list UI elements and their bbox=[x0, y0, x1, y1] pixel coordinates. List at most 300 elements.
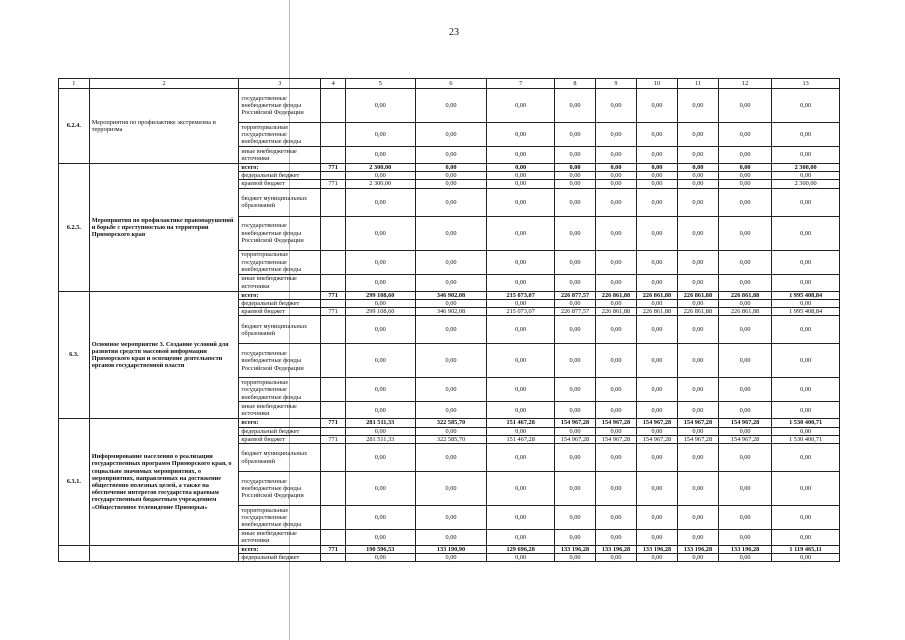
value-cell: 0,00 bbox=[555, 506, 596, 530]
item-code-cell: 6.2.5. bbox=[59, 164, 90, 292]
funding-source-cell: всего: bbox=[239, 419, 321, 427]
value-cell: 0,00 bbox=[415, 180, 487, 188]
value-cell: 0,00 bbox=[772, 444, 840, 472]
value-cell: 0,00 bbox=[636, 427, 677, 435]
value-cell: 0,00 bbox=[636, 402, 677, 419]
value-cell: 0,00 bbox=[772, 472, 840, 506]
value-cell: 0,00 bbox=[718, 316, 771, 344]
column-header: 7 bbox=[487, 79, 555, 89]
value-cell: 226 861,88 bbox=[595, 308, 636, 316]
value-cell: 0,00 bbox=[636, 530, 677, 545]
value-cell: 0,00 bbox=[345, 188, 415, 216]
funding-source-cell: иные внебюджетные источники bbox=[239, 530, 321, 545]
item-name-cell: Мероприятия по профилактике экстремизма и терроризма bbox=[89, 89, 239, 164]
funding-source-cell: территориальные государственные внебюджетные фонды bbox=[239, 506, 321, 530]
value-cell: 0,00 bbox=[772, 402, 840, 419]
value-cell: 0,00 bbox=[718, 402, 771, 419]
value-cell: 0,00 bbox=[677, 402, 718, 419]
column-header: 13 bbox=[772, 79, 840, 89]
value-cell: 0,00 bbox=[487, 530, 555, 545]
value-cell: 0,00 bbox=[487, 274, 555, 291]
value-cell: 133 196,28 bbox=[677, 545, 718, 553]
value-cell: 0,00 bbox=[636, 172, 677, 180]
value-cell: 0,00 bbox=[677, 444, 718, 472]
value-cell: 0,00 bbox=[677, 274, 718, 291]
value-cell: 0,00 bbox=[595, 402, 636, 419]
item-name-cell: Информирование населения о реализации государственных программ Приморского края, о социально значимых мероприятиях, о мероприятиях, направленных на достижение общественно полезных целей, а также на обеспечение интересов государства краевым государственным бюджетным учреждением «Общественное телевидение Приморья» bbox=[89, 419, 239, 545]
value-cell: 0,00 bbox=[595, 506, 636, 530]
value-cell: 0,00 bbox=[772, 506, 840, 530]
value-cell: 0,00 bbox=[677, 299, 718, 307]
value-cell: 0,00 bbox=[677, 506, 718, 530]
budget-code-cell bbox=[321, 299, 346, 307]
budget-code-cell bbox=[321, 172, 346, 180]
value-cell: 0,00 bbox=[677, 553, 718, 561]
value-cell: 0,00 bbox=[345, 402, 415, 419]
value-cell: 0,00 bbox=[345, 299, 415, 307]
value-cell: 1 995 408,84 bbox=[772, 291, 840, 299]
value-cell: 0,00 bbox=[345, 147, 415, 164]
value-cell: 0,00 bbox=[415, 378, 487, 402]
value-cell: 0,00 bbox=[718, 250, 771, 274]
value-cell: 0,00 bbox=[487, 123, 555, 147]
value-cell: 0,00 bbox=[636, 378, 677, 402]
funding-source-cell: государственные внебюджетные фонды Российской Федерации bbox=[239, 89, 321, 123]
value-cell: 0,00 bbox=[718, 180, 771, 188]
value-cell: 0,00 bbox=[555, 147, 596, 164]
value-cell: 2 300,00 bbox=[345, 180, 415, 188]
value-cell: 0,00 bbox=[636, 274, 677, 291]
value-cell: 0,00 bbox=[677, 180, 718, 188]
value-cell: 0,00 bbox=[555, 402, 596, 419]
value-cell: 0,00 bbox=[677, 427, 718, 435]
budget-code-cell bbox=[321, 444, 346, 472]
column-header: 2 bbox=[89, 79, 239, 89]
funding-source-cell: всего: bbox=[239, 164, 321, 172]
value-cell: 0,00 bbox=[595, 188, 636, 216]
value-cell: 226 861,88 bbox=[636, 291, 677, 299]
funding-source-cell: краевой бюджет bbox=[239, 180, 321, 188]
value-cell: 154 967,28 bbox=[677, 419, 718, 427]
value-cell: 0,00 bbox=[415, 123, 487, 147]
value-cell: 2 300,00 bbox=[345, 164, 415, 172]
value-cell: 0,00 bbox=[677, 472, 718, 506]
value-cell: 0,00 bbox=[595, 250, 636, 274]
value-cell: 1 530 400,71 bbox=[772, 435, 840, 443]
value-cell: 0,00 bbox=[415, 299, 487, 307]
budget-code-cell bbox=[321, 344, 346, 378]
value-cell: 0,00 bbox=[595, 444, 636, 472]
value-cell: 0,00 bbox=[677, 89, 718, 123]
value-cell: 226 877,57 bbox=[555, 291, 596, 299]
funding-source-cell: территориальные государственные внебюджетные фонды bbox=[239, 378, 321, 402]
value-cell: 0,00 bbox=[345, 89, 415, 123]
budget-code-cell: 771 bbox=[321, 164, 346, 172]
funding-source-cell: территориальные государственные внебюджетные фонды bbox=[239, 123, 321, 147]
value-cell: 0,00 bbox=[345, 274, 415, 291]
value-cell: 0,00 bbox=[772, 188, 840, 216]
value-cell: 0,00 bbox=[555, 274, 596, 291]
value-cell: 2 300,00 bbox=[772, 180, 840, 188]
value-cell: 0,00 bbox=[487, 299, 555, 307]
value-cell: 0,00 bbox=[718, 164, 771, 172]
value-cell: 281 511,33 bbox=[345, 419, 415, 427]
value-cell: 0,00 bbox=[595, 427, 636, 435]
value-cell: 0,00 bbox=[487, 378, 555, 402]
value-cell: 0,00 bbox=[415, 427, 487, 435]
value-cell: 322 585,70 bbox=[415, 435, 487, 443]
value-cell: 0,00 bbox=[772, 216, 840, 250]
value-cell: 226 861,88 bbox=[595, 291, 636, 299]
budget-code-cell bbox=[321, 250, 346, 274]
value-cell: 0,00 bbox=[595, 180, 636, 188]
value-cell: 0,00 bbox=[636, 299, 677, 307]
value-cell: 0,00 bbox=[595, 378, 636, 402]
column-header: 11 bbox=[677, 79, 718, 89]
value-cell: 0,00 bbox=[595, 472, 636, 506]
funding-source-cell: бюджет муниципальных образований bbox=[239, 188, 321, 216]
value-cell: 0,00 bbox=[677, 378, 718, 402]
value-cell: 0,00 bbox=[345, 427, 415, 435]
funding-source-cell: краевой бюджет bbox=[239, 435, 321, 443]
value-cell: 154 967,28 bbox=[555, 419, 596, 427]
budget-table bbox=[58, 78, 840, 562]
value-cell: 299 108,60 bbox=[345, 291, 415, 299]
value-cell: 0,00 bbox=[487, 180, 555, 188]
value-cell: 0,00 bbox=[555, 530, 596, 545]
value-cell: 0,00 bbox=[487, 444, 555, 472]
table-row bbox=[59, 419, 840, 427]
value-cell: 0,00 bbox=[772, 316, 840, 344]
value-cell: 0,00 bbox=[487, 250, 555, 274]
value-cell: 0,00 bbox=[772, 274, 840, 291]
budget-code-cell: 771 bbox=[321, 419, 346, 427]
value-cell: 0,00 bbox=[555, 427, 596, 435]
value-cell: 0,00 bbox=[345, 344, 415, 378]
value-cell: 0,00 bbox=[595, 123, 636, 147]
value-cell: 0,00 bbox=[595, 530, 636, 545]
value-cell: 133 196,28 bbox=[636, 545, 677, 553]
funding-source-cell: иные внебюджетные источники bbox=[239, 402, 321, 419]
funding-source-cell: краевой бюджет bbox=[239, 308, 321, 316]
value-cell: 133 196,28 bbox=[595, 545, 636, 553]
value-cell: 0,00 bbox=[415, 472, 487, 506]
value-cell: 0,00 bbox=[415, 506, 487, 530]
item-code-cell: 6.3.1. bbox=[59, 419, 90, 545]
value-cell: 0,00 bbox=[636, 472, 677, 506]
value-cell: 0,00 bbox=[636, 344, 677, 378]
value-cell: 0,00 bbox=[345, 216, 415, 250]
value-cell: 0,00 bbox=[595, 274, 636, 291]
value-cell: 0,00 bbox=[555, 180, 596, 188]
value-cell: 1 119 465,11 bbox=[772, 545, 840, 553]
budget-code-cell bbox=[321, 147, 346, 164]
table-row bbox=[59, 89, 840, 123]
value-cell: 0,00 bbox=[595, 172, 636, 180]
value-cell: 0,00 bbox=[487, 472, 555, 506]
value-cell: 0,00 bbox=[487, 89, 555, 123]
value-cell: 0,00 bbox=[345, 378, 415, 402]
value-cell: 0,00 bbox=[415, 444, 487, 472]
value-cell: 0,00 bbox=[415, 530, 487, 545]
value-cell: 0,00 bbox=[487, 216, 555, 250]
value-cell: 346 902,08 bbox=[415, 291, 487, 299]
funding-source-cell: всего: bbox=[239, 291, 321, 299]
funding-source-cell: государственные внебюджетные фонды Российской Федерации bbox=[239, 472, 321, 506]
value-cell: 0,00 bbox=[555, 344, 596, 378]
value-cell: 0,00 bbox=[718, 553, 771, 561]
value-cell: 0,00 bbox=[345, 250, 415, 274]
value-cell: 215 073,07 bbox=[487, 291, 555, 299]
value-cell: 0,00 bbox=[487, 164, 555, 172]
value-cell: 0,00 bbox=[487, 402, 555, 419]
value-cell: 0,00 bbox=[595, 553, 636, 561]
budget-code-cell bbox=[321, 427, 346, 435]
value-cell: 0,00 bbox=[636, 216, 677, 250]
value-cell: 0,00 bbox=[487, 427, 555, 435]
value-cell: 0,00 bbox=[718, 444, 771, 472]
page-number: 23 bbox=[449, 27, 459, 38]
budget-code-cell bbox=[321, 530, 346, 545]
table-row bbox=[59, 545, 840, 553]
value-cell: 0,00 bbox=[345, 472, 415, 506]
value-cell: 154 967,28 bbox=[636, 435, 677, 443]
value-cell: 0,00 bbox=[487, 147, 555, 164]
value-cell: 0,00 bbox=[636, 89, 677, 123]
value-cell: 0,00 bbox=[772, 123, 840, 147]
funding-source-cell: государственные внебюджетные фонды Российской Федерации bbox=[239, 216, 321, 250]
value-cell: 151 467,28 bbox=[487, 419, 555, 427]
value-cell: 0,00 bbox=[415, 553, 487, 561]
value-cell: 0,00 bbox=[555, 172, 596, 180]
value-cell: 0,00 bbox=[345, 172, 415, 180]
value-cell: 0,00 bbox=[415, 89, 487, 123]
value-cell: 0,00 bbox=[415, 147, 487, 164]
item-code-cell bbox=[59, 545, 90, 561]
value-cell: 0,00 bbox=[677, 123, 718, 147]
value-cell: 0,00 bbox=[415, 274, 487, 291]
value-cell: 0,00 bbox=[772, 378, 840, 402]
table-header-row bbox=[59, 79, 840, 89]
column-header: 4 bbox=[321, 79, 346, 89]
value-cell: 0,00 bbox=[555, 89, 596, 123]
value-cell: 0,00 bbox=[772, 250, 840, 274]
value-cell: 0,00 bbox=[345, 553, 415, 561]
budget-code-cell: 771 bbox=[321, 545, 346, 553]
funding-source-cell: федеральный бюджет bbox=[239, 553, 321, 561]
value-cell: 322 585,70 bbox=[415, 419, 487, 427]
value-cell: 0,00 bbox=[345, 123, 415, 147]
funding-source-cell: федеральный бюджет bbox=[239, 427, 321, 435]
table-row bbox=[59, 291, 840, 299]
item-name-cell: Основное мероприятие 3. Создание условий для развития средств массовой информации Приморского края и освещение деятельности органов государственной власти bbox=[89, 291, 239, 419]
value-cell: 226 877,57 bbox=[555, 308, 596, 316]
value-cell: 0,00 bbox=[772, 172, 840, 180]
value-cell: 0,00 bbox=[677, 530, 718, 545]
funding-source-cell: бюджет муниципальных образований bbox=[239, 444, 321, 472]
funding-source-cell: иные внебюджетные источники bbox=[239, 147, 321, 164]
column-header: 3 bbox=[239, 79, 321, 89]
value-cell: 0,00 bbox=[636, 147, 677, 164]
value-cell: 0,00 bbox=[718, 89, 771, 123]
value-cell: 0,00 bbox=[677, 147, 718, 164]
value-cell: 0,00 bbox=[555, 472, 596, 506]
value-cell: 0,00 bbox=[677, 164, 718, 172]
value-cell: 0,00 bbox=[636, 250, 677, 274]
value-cell: 133 190,90 bbox=[415, 545, 487, 553]
value-cell: 133 196,28 bbox=[555, 545, 596, 553]
value-cell: 0,00 bbox=[345, 530, 415, 545]
budget-code-cell bbox=[321, 123, 346, 147]
budget-code-cell bbox=[321, 553, 346, 561]
value-cell: 0,00 bbox=[487, 316, 555, 344]
value-cell: 0,00 bbox=[772, 344, 840, 378]
value-cell: 346 902,08 bbox=[415, 308, 487, 316]
value-cell: 0,00 bbox=[677, 172, 718, 180]
value-cell: 0,00 bbox=[718, 216, 771, 250]
funding-source-cell: иные внебюджетные источники bbox=[239, 274, 321, 291]
value-cell: 226 861,88 bbox=[636, 308, 677, 316]
value-cell: 0,00 bbox=[718, 472, 771, 506]
value-cell: 0,00 bbox=[677, 316, 718, 344]
column-header: 9 bbox=[595, 79, 636, 89]
value-cell: 0,00 bbox=[772, 89, 840, 123]
value-cell: 0,00 bbox=[677, 344, 718, 378]
budget-code-cell bbox=[321, 378, 346, 402]
value-cell: 0,00 bbox=[595, 147, 636, 164]
budget-code-cell bbox=[321, 316, 346, 344]
value-cell: 0,00 bbox=[636, 444, 677, 472]
funding-source-cell: федеральный бюджет bbox=[239, 299, 321, 307]
value-cell: 0,00 bbox=[772, 530, 840, 545]
value-cell: 0,00 bbox=[772, 147, 840, 164]
value-cell: 0,00 bbox=[555, 378, 596, 402]
budget-code-cell bbox=[321, 472, 346, 506]
value-cell: 154 967,28 bbox=[677, 435, 718, 443]
value-cell: 0,00 bbox=[595, 89, 636, 123]
value-cell: 0,00 bbox=[718, 188, 771, 216]
value-cell: 0,00 bbox=[636, 506, 677, 530]
column-header: 5 bbox=[345, 79, 415, 89]
budget-code-cell bbox=[321, 89, 346, 123]
value-cell: 0,00 bbox=[718, 530, 771, 545]
value-cell: 190 596,53 bbox=[345, 545, 415, 553]
column-header: 10 bbox=[636, 79, 677, 89]
value-cell: 0,00 bbox=[718, 172, 771, 180]
value-cell: 0,00 bbox=[415, 172, 487, 180]
value-cell: 0,00 bbox=[555, 216, 596, 250]
funding-source-cell: федеральный бюджет bbox=[239, 172, 321, 180]
value-cell: 0,00 bbox=[718, 344, 771, 378]
column-header: 1 bbox=[59, 79, 90, 89]
budget-code-cell: 771 bbox=[321, 291, 346, 299]
value-cell: 0,00 bbox=[718, 123, 771, 147]
value-cell: 0,00 bbox=[555, 553, 596, 561]
budget-code-cell bbox=[321, 402, 346, 419]
value-cell: 0,00 bbox=[415, 188, 487, 216]
value-cell: 0,00 bbox=[555, 444, 596, 472]
value-cell: 0,00 bbox=[555, 316, 596, 344]
value-cell: 133 196,28 bbox=[718, 545, 771, 553]
value-cell: 0,00 bbox=[595, 344, 636, 378]
value-cell: 0,00 bbox=[718, 427, 771, 435]
item-code-cell: 6.2.4. bbox=[59, 89, 90, 164]
funding-source-cell: бюджет муниципальных образований bbox=[239, 316, 321, 344]
value-cell: 0,00 bbox=[677, 216, 718, 250]
value-cell: 0,00 bbox=[636, 188, 677, 216]
value-cell: 226 861,88 bbox=[718, 291, 771, 299]
value-cell: 0,00 bbox=[636, 123, 677, 147]
value-cell: 0,00 bbox=[487, 553, 555, 561]
item-name-cell bbox=[89, 545, 239, 561]
value-cell: 226 861,88 bbox=[677, 291, 718, 299]
value-cell: 215 073,07 bbox=[487, 308, 555, 316]
value-cell: 281 511,33 bbox=[345, 435, 415, 443]
value-cell: 1 530 400,71 bbox=[772, 419, 840, 427]
value-cell: 154 967,28 bbox=[595, 435, 636, 443]
value-cell: 0,00 bbox=[677, 250, 718, 274]
value-cell: 0,00 bbox=[555, 164, 596, 172]
value-cell: 0,00 bbox=[345, 506, 415, 530]
value-cell: 0,00 bbox=[772, 299, 840, 307]
value-cell: 0,00 bbox=[415, 402, 487, 419]
value-cell: 0,00 bbox=[772, 427, 840, 435]
item-code-cell: 6.3. bbox=[59, 291, 90, 419]
value-cell: 154 967,28 bbox=[555, 435, 596, 443]
value-cell: 0,00 bbox=[636, 553, 677, 561]
funding-source-cell: всего: bbox=[239, 545, 321, 553]
value-cell: 0,00 bbox=[415, 216, 487, 250]
column-header: 6 bbox=[415, 79, 487, 89]
value-cell: 0,00 bbox=[415, 344, 487, 378]
budget-code-cell: 771 bbox=[321, 435, 346, 443]
budget-code-cell bbox=[321, 274, 346, 291]
value-cell: 226 861,88 bbox=[677, 308, 718, 316]
value-cell: 0,00 bbox=[555, 123, 596, 147]
value-cell: 151 467,28 bbox=[487, 435, 555, 443]
value-cell: 0,00 bbox=[415, 164, 487, 172]
value-cell: 0,00 bbox=[415, 316, 487, 344]
value-cell: 154 967,28 bbox=[595, 419, 636, 427]
value-cell: 0,00 bbox=[718, 378, 771, 402]
value-cell: 0,00 bbox=[487, 172, 555, 180]
value-cell: 0,00 bbox=[595, 164, 636, 172]
value-cell: 0,00 bbox=[718, 147, 771, 164]
value-cell: 154 967,28 bbox=[718, 435, 771, 443]
value-cell: 154 967,28 bbox=[636, 419, 677, 427]
value-cell: 0,00 bbox=[772, 553, 840, 561]
value-cell: 0,00 bbox=[595, 216, 636, 250]
value-cell: 0,00 bbox=[595, 299, 636, 307]
value-cell: 0,00 bbox=[636, 164, 677, 172]
funding-source-cell: государственные внебюджетные фонды Российской Федерации bbox=[239, 344, 321, 378]
value-cell: 0,00 bbox=[415, 250, 487, 274]
value-cell: 0,00 bbox=[487, 344, 555, 378]
value-cell: 0,00 bbox=[718, 299, 771, 307]
value-cell: 0,00 bbox=[636, 316, 677, 344]
value-cell: 154 967,28 bbox=[718, 419, 771, 427]
item-name-cell: Мероприятия по профилактике правонарушений и борьбе с преступностью на территории Приморского края bbox=[89, 164, 239, 292]
value-cell: 0,00 bbox=[345, 444, 415, 472]
budget-code-cell: 771 bbox=[321, 180, 346, 188]
value-cell: 0,00 bbox=[677, 188, 718, 216]
budget-code-cell: 771 bbox=[321, 308, 346, 316]
value-cell: 0,00 bbox=[555, 299, 596, 307]
value-cell: 129 696,28 bbox=[487, 545, 555, 553]
value-cell: 0,00 bbox=[487, 506, 555, 530]
budget-code-cell bbox=[321, 216, 346, 250]
value-cell: 2 300,00 bbox=[772, 164, 840, 172]
